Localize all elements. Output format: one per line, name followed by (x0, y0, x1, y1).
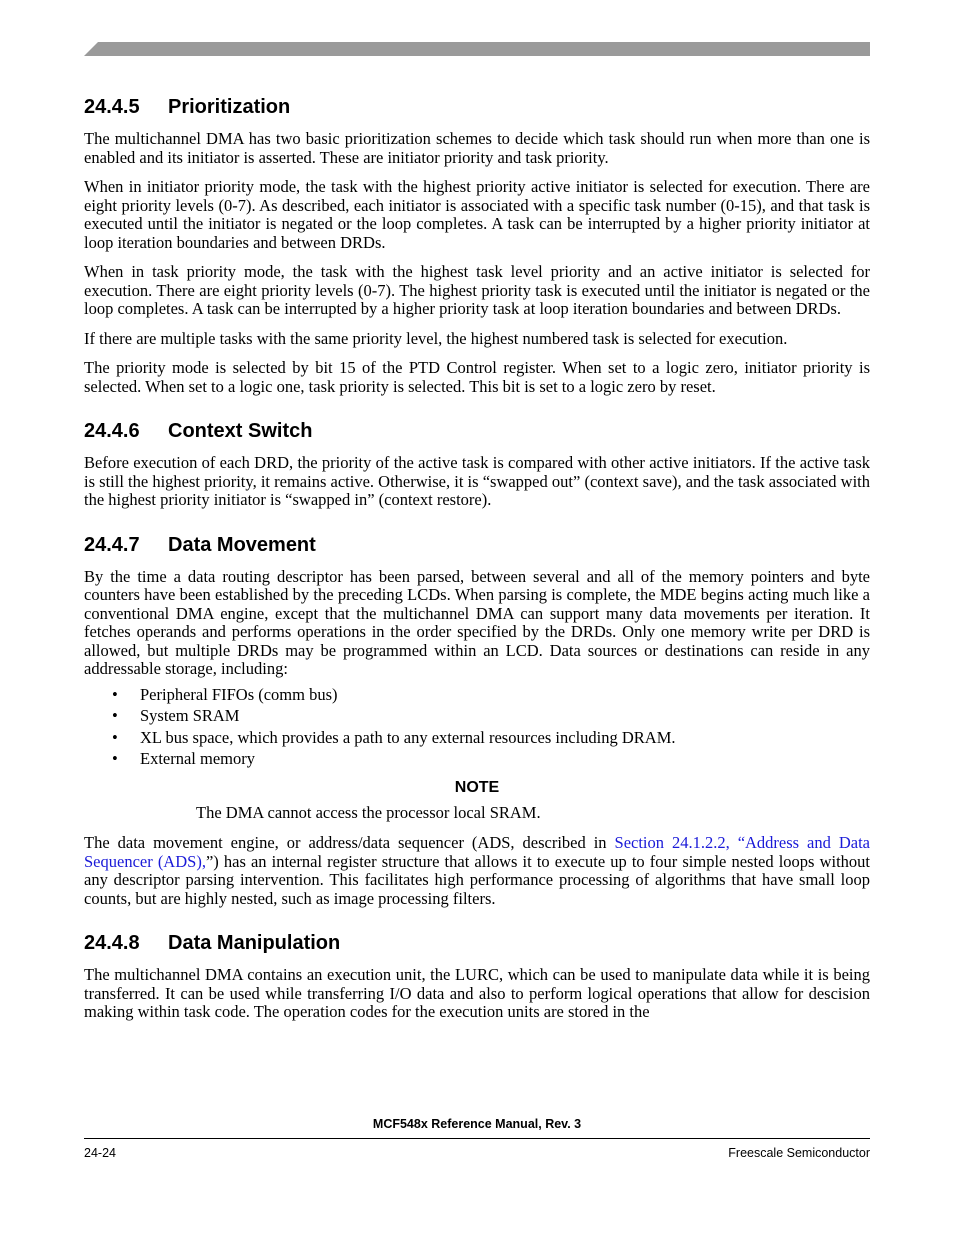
bullet-marker: • (112, 727, 118, 747)
section-heading (84, 95, 870, 119)
bullet-list (84, 684, 870, 770)
paragraph: The priority mode is selected by bit 15 of the PTD Control register. When set to a logic zero, initiator priority is selected. When set to a logic one, task priority is selected. This bit is set to a logic zero by reset. (84, 358, 870, 396)
section-prioritization (84, 95, 870, 396)
list-item-text: External memory (140, 749, 256, 768)
section-number: 24.4.6 (84, 420, 140, 442)
section-number: 24.4.8 (84, 932, 140, 954)
bullet-marker: • (112, 684, 118, 704)
note-text: The DMA cannot access the processor local SRAM. (196, 802, 541, 822)
cross-reference-link[interactable]: Section 24.1.2.2, “Address and Data Sequencer (ADS), (84, 833, 870, 871)
list-item-text: XL bus space, which provides a path to any external resources including DRAM. (140, 727, 676, 747)
bullet-marker: • (112, 749, 118, 768)
note-title: NOTE (454, 778, 500, 796)
section-heading (84, 931, 870, 955)
paragraph: The multichannel DMA has two basic prioritization schemes to decide which task should run when more than one is enabled and its initiator is asserted. These are initiator priority and task priority. (84, 129, 870, 167)
list-item (84, 705, 870, 727)
list-item (84, 684, 870, 706)
section-number: 24.4.7 (84, 533, 140, 556)
bullet-marker: • (112, 706, 118, 725)
section-title: Data Manipulation (168, 932, 341, 954)
footer-divider (84, 1138, 870, 1139)
paragraph: If there are multiple tasks with the same priority level, the highest numbered task is selected for execution. (84, 328, 788, 348)
paragraph: By the time a data routing descriptor has been parsed, between several and all of the memory pointers and byte counters have been established by the preceding LCDs. When parsing is complete, the MDE begins acting much like a conventional DMA engine, except that the multichannel DMA can support many data movements per iteration. It fetches operands and performs operations in the order specified by the DRDs. Only one memory write per DRD is allowed, but multiple DRDs may be programmed within an LCD. Data sources or destinations can reside in any addressable storage, including: (84, 566, 870, 678)
paragraph-text: ”) has an internal register structure that allows it to execute up to four simple nested loops without any descriptor parsing intervention. This facilitates high performance processing of algorithms that have small loop counts, but are highly nested, such as image processing filters. (84, 851, 870, 908)
header-decorative-bar (84, 42, 870, 56)
section-heading (84, 419, 870, 443)
section-context-switch (84, 419, 870, 510)
paragraph: When in initiator priority mode, the task with the highest priority active initiator is selected for execution. There are eight priority levels (0-7). As described, each initiator is associated with a specific task number (0-15), and that task is executed until the initiator is negated or the loop completes. A task can be interrupted by a higher priority initiator at loop iteration boundaries and between DRDs. (84, 177, 870, 252)
footer-company: Freescale Semiconductor (728, 1146, 870, 1160)
paragraph-text: The data movement engine, or address/data sequencer (ADS, described in (84, 833, 615, 852)
paragraph-with-link (84, 834, 870, 908)
paragraph: When in task priority mode, the task with the highest task level priority and an active initiator is selected for execution. There are eight priority levels (0-7). The highest priority task is executed until the initiator is negated or the loop completes. A task can be interrupted by a higher priority task at loop iteration boundaries and between DRDs. (84, 262, 870, 318)
list-item (84, 727, 870, 749)
list-item-text: Peripheral FIFOs (comm bus) (140, 684, 338, 704)
main-content (84, 95, 870, 1033)
section-title: Prioritization (168, 96, 291, 118)
section-number: 24.4.5 (84, 96, 140, 118)
footer-manual-title: MCF548x Reference Manual, Rev. 3 (372, 1117, 582, 1131)
section-title: Data Movement (168, 533, 316, 556)
section-data-manipulation (84, 931, 870, 1022)
section-data-movement (84, 533, 870, 909)
paragraph: Before execution of each DRD, the priority of the active task is compared with other active initiators. If the active task is still the highest priority, it remains active. Otherwise, it is “swapped out” (context save), and the task associated with the highest priority initiator is “swapped in” (context restore). (84, 453, 870, 509)
section-title: Context Switch (168, 420, 313, 442)
footer-page-number: 24-24 (84, 1146, 116, 1160)
header-bar-graphic (84, 42, 870, 56)
paragraph: The multichannel DMA contains an execution unit, the LURC, which can be used to manipulate data while it is being transferred. It can be used while transferring I/O data and also to perform logical operations that allow for descision making within task code. The operation codes for the execution units are stored in the (84, 965, 870, 1021)
list-item (84, 748, 870, 770)
section-heading (84, 533, 870, 557)
list-item-text: System SRAM (140, 706, 240, 725)
